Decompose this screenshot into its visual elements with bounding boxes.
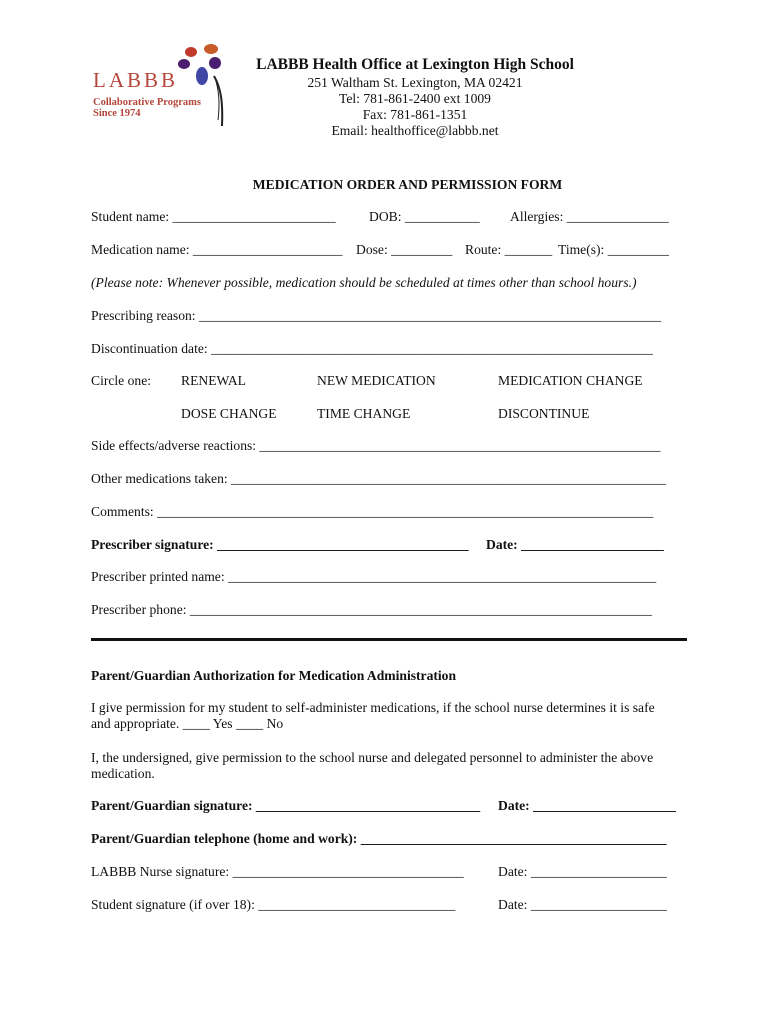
parent-section-heading: Parent/Guardian Authorization for Medication Administration <box>91 668 457 683</box>
parent-telephone-field[interactable]: Parent/Guardian telephone (home and work): _____________________________________________ <box>91 831 667 846</box>
nurse-date-field[interactable]: Date: ____________________ <box>498 864 667 879</box>
dose-field[interactable]: Dose: _________ <box>356 242 453 257</box>
allergies-field[interactable]: Allergies: _______________ <box>510 209 669 224</box>
logo-wordmark: LABBB <box>93 68 179 92</box>
circle-one-label: Circle one: <box>91 373 152 388</box>
office-fax: Fax: 781-861-1351 <box>362 107 468 122</box>
times-field[interactable]: Time(s): _________ <box>558 242 669 257</box>
logo-tagline: Collaborative Programs <box>93 97 201 108</box>
section-divider <box>91 638 687 641</box>
student-date-field[interactable]: Date: ____________________ <box>498 897 667 912</box>
dob-field[interactable]: DOB: ___________ <box>369 209 480 224</box>
logo-dot-blue <box>196 67 208 85</box>
office-email: Email: healthoffice@labbb.net <box>331 123 499 138</box>
medication-name-field[interactable]: Medication name: ______________________ <box>91 242 343 257</box>
consent-line-1: I, the undersigned, give permission to the school nurse and delegated personnel to administer the above <box>91 750 654 765</box>
parent-signature-date-field[interactable]: Date: _____________________ <box>498 798 676 813</box>
student-signature-field[interactable]: Student signature (if over 18): _____________________________ <box>91 897 456 912</box>
office-tel: Tel: 781-861-2400 ext 1009 <box>339 91 491 106</box>
nurse-signature-field[interactable]: LABBB Nurse signature: __________________________________ <box>91 864 464 879</box>
office-address: 251 Waltham St. Lexington, MA 02421 <box>307 75 523 90</box>
logo-dot-purple-1 <box>178 59 190 69</box>
prescribing-reason-field[interactable]: Prescribing reason: ____________________________________________________________________ <box>91 308 662 323</box>
option-new-medication[interactable]: NEW MEDICATION <box>317 373 436 388</box>
self-administer-line-2[interactable]: and appropriate. ____ Yes ____ No <box>91 716 284 731</box>
option-dose-change[interactable]: DOSE CHANGE <box>181 406 277 421</box>
option-medication-change[interactable]: MEDICATION CHANGE <box>498 373 643 388</box>
logo-dot-purple-2 <box>209 57 221 69</box>
prescriber-signature-date-field[interactable]: Date: _____________________ <box>486 537 664 552</box>
logo-since: Since 1974 <box>93 108 141 119</box>
consent-paragraph <box>91 750 671 782</box>
side-effects-field[interactable]: Side effects/adverse reactions: ___________________________________________________________ <box>91 438 661 453</box>
discontinuation-date-field[interactable]: Discontinuation date: _________________________________________________________________ <box>91 341 653 356</box>
scheduling-note: (Please note: Whenever possible, medication should be scheduled at times other than school hours.) <box>91 275 637 290</box>
labbb-logo <box>88 42 238 132</box>
logo-dot-red <box>185 47 197 57</box>
parent-signature-field[interactable]: Parent/Guardian signature: _________________________________ <box>91 798 481 813</box>
logo-dot-orange <box>204 44 218 54</box>
other-medications-field[interactable]: Other medications taken: ________________________________________________________________ <box>91 471 667 486</box>
prescriber-printed-name-field[interactable]: Prescriber printed name: _______________________________________________________________ <box>91 569 657 584</box>
prescriber-phone-field[interactable]: Prescriber phone: ____________________________________________________________________ <box>91 602 653 617</box>
option-discontinue[interactable]: DISCONTINUE <box>498 406 590 421</box>
self-administer-line-1: I give permission for my student to self-administer medications, if the school nurse determines it is safe <box>91 700 655 715</box>
office-title: LABBB Health Office at Lexington High School <box>256 56 574 73</box>
student-name-field[interactable]: Student name: ________________________ <box>91 209 336 224</box>
route-field[interactable]: Route: _______ <box>465 242 553 257</box>
consent-line-2: medication. <box>91 766 155 781</box>
option-renewal[interactable]: RENEWAL <box>181 373 246 388</box>
comments-field[interactable]: Comments: _________________________________________________________________________ <box>91 504 654 519</box>
self-administer-paragraph <box>91 700 671 732</box>
option-time-change[interactable]: TIME CHANGE <box>317 406 411 421</box>
prescriber-signature-field[interactable]: Prescriber signature: _____________________________________ <box>91 537 469 552</box>
form-title: MEDICATION ORDER AND PERMISSION FORM <box>252 177 563 192</box>
